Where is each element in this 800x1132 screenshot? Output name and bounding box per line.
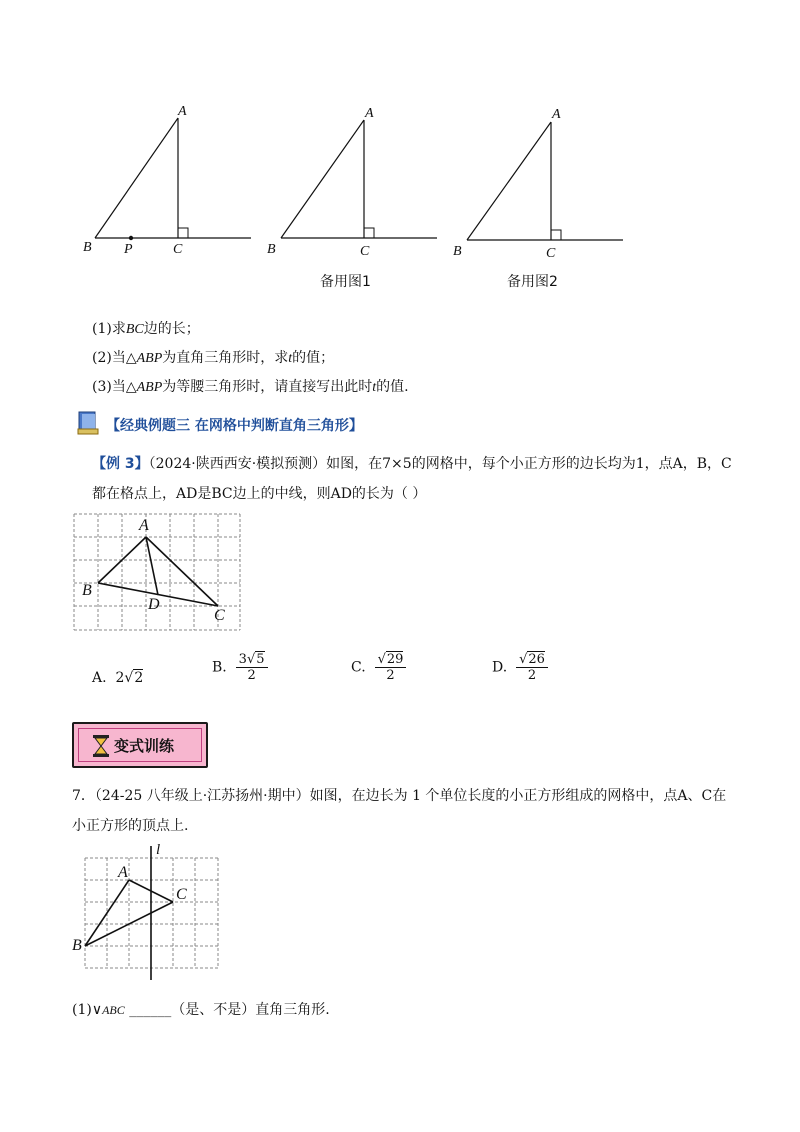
- label-a-example: A: [139, 517, 149, 534]
- label-c-fig3: C: [546, 246, 556, 261]
- triangle-figure-1: [95, 118, 251, 240]
- option-a[interactable]: A. 2√2: [92, 670, 144, 686]
- hourglass-icon: [92, 735, 110, 757]
- problem-7-sub-1: (1)∨ABC ______（是、不是）直角三角形.: [72, 1002, 330, 1018]
- example-tag: 【例 3】: [92, 456, 149, 472]
- problem-7-line-2: 小正方形的顶点上.: [72, 818, 189, 834]
- triangle-figure-3: [467, 122, 623, 240]
- label-d-example: D: [148, 596, 160, 613]
- triangle-figure-2: [281, 120, 437, 238]
- variant-training-banner: [72, 722, 208, 768]
- answer-blank[interactable]: ______: [129, 1002, 172, 1018]
- problem-7-grid-figure: [80, 846, 230, 980]
- label-a-fig1: A: [178, 104, 187, 119]
- label-a-fig3: A: [552, 107, 561, 122]
- label-b-example: B: [82, 582, 92, 599]
- book-icon: [76, 410, 102, 436]
- question-1: (1)求BC边的长；: [92, 321, 200, 337]
- label-b-fig2: B: [267, 242, 276, 257]
- section-title: 【经典例题三 在网格中判断直角三角形】: [106, 418, 363, 434]
- option-c[interactable]: C. $\frac{√29}{2}$: [351, 652, 406, 683]
- label-l-problem7: l: [156, 842, 161, 858]
- label-p-fig1: P: [124, 242, 133, 257]
- problem-7-line-1: 7．（24-25 八年级上·江苏扬州·期中）如图，在边长为 1 个单位长度的小正方形组成的网格中，点A、C在: [72, 788, 727, 804]
- caption-fig3: 备用图2: [507, 274, 558, 290]
- example-line-2: 都在格点上，AD是BC边上的中线，则AD的长为（ ）: [92, 486, 427, 502]
- caption-fig2: 备用图1: [320, 274, 371, 290]
- option-b[interactable]: B. $\frac{3√5}{2}$: [212, 652, 268, 683]
- label-a-problem7: A: [118, 864, 128, 881]
- top-figures: [0, 90, 800, 300]
- example-line-1: 【例 3】（2024·陕西西安·模拟预测）如图，在7×5的网格中，每个小正方形的边长均为1，点A，B，C: [92, 456, 732, 472]
- option-d[interactable]: D. $\frac{√26}{2}$: [492, 652, 548, 683]
- label-b-problem7: B: [72, 937, 82, 954]
- label-c-fig2: C: [360, 244, 370, 259]
- label-c-problem7: C: [176, 886, 187, 903]
- label-a-fig2: A: [365, 106, 374, 121]
- label-c-fig1: C: [173, 242, 183, 257]
- label-b-fig3: B: [453, 244, 462, 259]
- point-p-dot: [129, 236, 133, 240]
- question-3: (3)当△ABP为等腰三角形时，请直接写出此时t的值.: [92, 379, 409, 395]
- label-c-example: C: [214, 607, 225, 624]
- question-2: (2)当△ABP为直角三角形时，求t的值；: [92, 350, 335, 366]
- variant-training-label: 变式训练: [114, 737, 175, 755]
- label-b-fig1: B: [83, 240, 92, 255]
